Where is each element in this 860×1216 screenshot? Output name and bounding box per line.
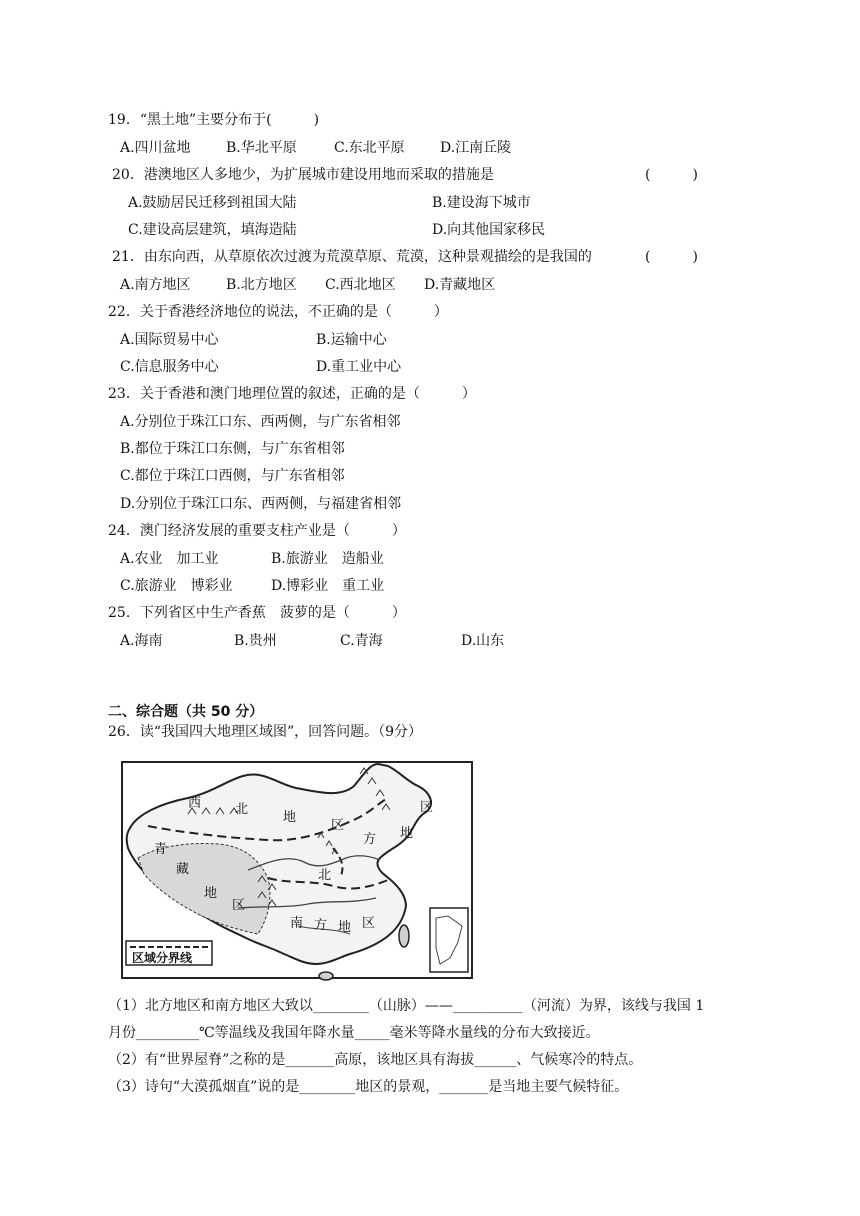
q22-option-a: A.国际贸易中心: [120, 332, 219, 348]
map-label-qingzang-2: 藏: [176, 862, 190, 877]
q22-option-c: C.信息服务中心: [120, 359, 219, 375]
china-regions-map: [118, 758, 474, 982]
section-2-title: 二、综合题（共 50 分）: [108, 704, 264, 720]
question-21-stem: 21．由东向西，从草原依次过渡为荒漠草原、荒漠，这种景观描绘的是我国的: [112, 249, 592, 265]
question-24-stem: 24．澳门经济发展的重要支柱产业是（ ）: [108, 523, 406, 539]
q21-option-d: D.青藏地区: [424, 277, 496, 293]
q20-option-d: D.向其他国家移民: [432, 222, 546, 238]
q20-option-c: C.建设高层建筑，填海造陆: [128, 222, 297, 238]
map-label-beifang-2: 方: [363, 832, 377, 847]
question-22-stem: 22．关于香港经济地位的说法，不正确的是（ ）: [108, 304, 448, 320]
q19-option-c: C.东北平原: [334, 140, 405, 156]
map-label-dongbei-qu: 区: [420, 800, 434, 815]
map-label-xibei-3: 地: [283, 810, 297, 825]
map-label-qingzang-4: 区: [232, 898, 246, 913]
map-label-nanfang-1: 南: [290, 916, 304, 931]
map-legend-label: 区域分界线: [132, 951, 193, 965]
question-21-paren: ( ): [645, 249, 698, 265]
question-23-stem: 23．关于香港和澳门地理位置的叙述，正确的是（ ）: [108, 386, 476, 402]
map-label-qingzang-1: 青: [154, 842, 168, 857]
q24-option-c: C.旅游业 博彩业: [120, 578, 233, 594]
q20-option-a: A.鼓励居民迁移到祖国大陆: [128, 195, 297, 211]
q21-option-a: A.南方地区: [120, 277, 191, 293]
q23-option-b: B.都位于珠江口东侧，与广东省相邻: [120, 441, 345, 457]
q19-option-a: A.四川盆地: [120, 140, 191, 156]
question-19-stem: 19．“黑土地”主要分布于( ): [108, 112, 320, 128]
q21-option-b: B.北方地区: [226, 277, 297, 293]
q26-sub2: （2）有“世界屋脊”之称的是_______高原，该地区具有海拔______、气候寒冷的特点。: [108, 1052, 643, 1068]
map-label-qingzang-3: 地: [204, 886, 218, 901]
q26-sub1-line1: （1）北方地区和南方地区大致以________（山脉）——__________（河流）为界，该线与我国 1: [108, 998, 705, 1014]
question-20-paren: ( ): [645, 167, 698, 183]
map-label-nanfang-3: 地: [338, 920, 352, 935]
q19-option-d: D.江南丘陵: [440, 140, 512, 156]
q25-option-a: A.海南: [120, 633, 163, 649]
q24-option-b: B.旅游业 造船业: [271, 551, 384, 567]
q25-option-c: C.青海: [340, 633, 383, 649]
q26-sub1-line2: 月份_________℃等温线及我国年降水量_____毫米等降水量线的分布大致接近。: [108, 1025, 600, 1041]
q25-option-d: D.山东: [461, 633, 505, 649]
q23-option-a: A.分别位于珠江口东、西两侧，与广东省相邻: [120, 414, 401, 430]
q24-option-d: D.博彩业 重工业: [271, 578, 385, 594]
q24-option-a: A.农业 加工业: [120, 551, 219, 567]
q26-sub3: （3）诗句“大漠孤烟直”说的是________地区的景观，_______是当地主要气候特征。: [108, 1079, 629, 1095]
q22-option-b: B.运输中心: [316, 332, 387, 348]
q23-option-d: D.分别位于珠江口东、西两侧，与福建省相邻: [120, 496, 402, 512]
q20-option-b: B.建设海下城市: [432, 195, 531, 211]
question-25-stem: 25．下列省区中生产香蕉 菠萝的是（ ）: [108, 605, 406, 621]
q22-option-d: D.重工业中心: [316, 359, 402, 375]
q25-option-b: B.贵州: [234, 633, 277, 649]
map-label-nanfang-4: 区: [362, 916, 376, 931]
q23-option-c: C.都位于珠江口西侧，与广东省相邻: [120, 468, 345, 484]
map-label-dongbei-di: 地: [400, 826, 414, 841]
q19-option-b: B.华北平原: [226, 140, 297, 156]
map-label-xibei-1: 西: [188, 796, 202, 811]
question-20-stem: 20．港澳地区人多地少，为扩展城市建设用地而采取的措施是: [112, 167, 494, 183]
map-label-xibei-2: 北: [235, 802, 249, 817]
map-label-beifang-1: 北: [318, 868, 332, 883]
map-label-nanfang-2: 方: [314, 918, 328, 933]
q21-option-c: C.西北地区: [325, 277, 396, 293]
map-label-xibei-4: 区: [331, 818, 345, 833]
question-26-stem: 26．读“我国四大地理区域图”，回答问题。（9分）: [108, 724, 423, 740]
